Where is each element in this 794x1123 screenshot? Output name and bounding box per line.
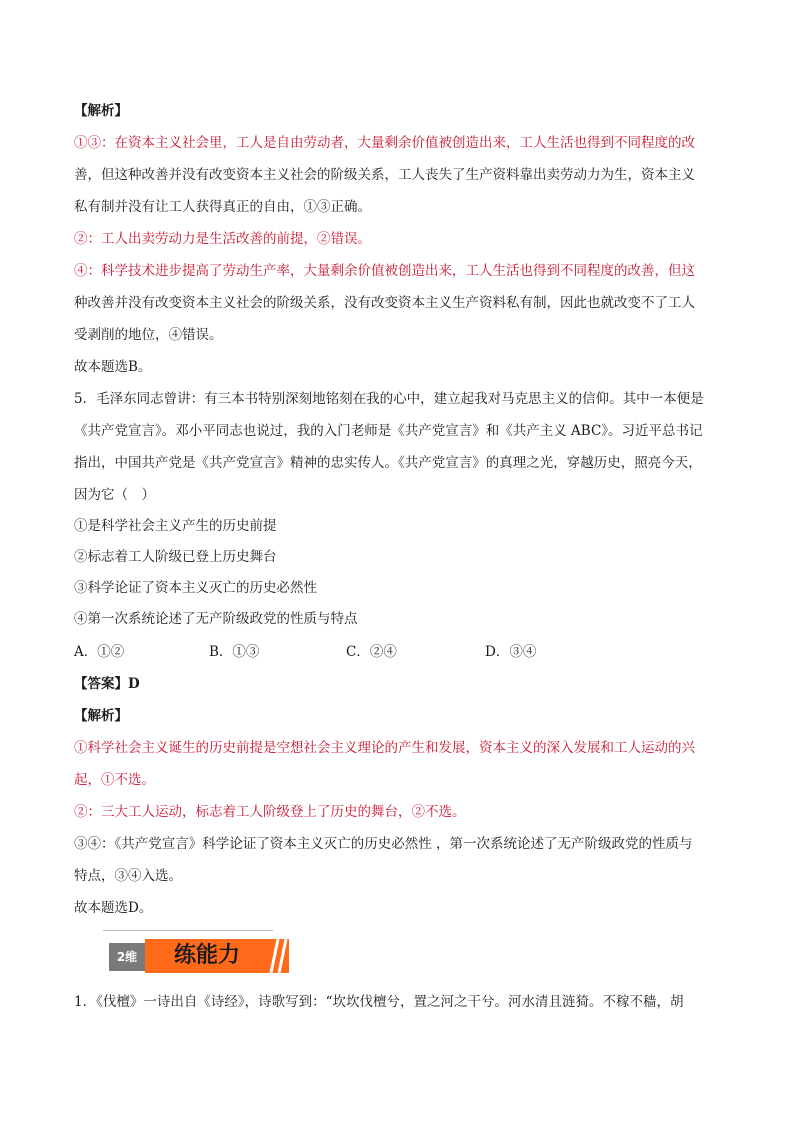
section-title: 练能力 bbox=[145, 939, 269, 973]
analysis-text-line: 受剥削的地位，④错误。 bbox=[74, 327, 223, 343]
question-stem-line: 1．《伐檀》一诗出自《诗经》，诗歌写到：“坎坎伐檀兮，置之河之干兮。河水清且涟猗。不稼不穑，胡 bbox=[74, 994, 684, 1010]
analysis-conclusion: 故本题选D。 bbox=[74, 900, 153, 916]
question-statement: ②标志着工人阶级已登上历史舞台 bbox=[74, 549, 277, 565]
analysis-text-line: ③④：《共产党宣言》科学论证了资本主义灭亡的历史必然性 ，第一次系统论述了无产阶级政党的性质与 bbox=[74, 836, 693, 852]
section-banner bbox=[103, 930, 293, 980]
analysis-text-line: 私有制并没有让工人获得真正的自由，①③正确。 bbox=[74, 199, 371, 215]
analysis-text-line: ④：科学技术进步提高了劳动生产率，大量剩余价值被创造出来，工人生活也得到不同程度的改善，但这 bbox=[74, 263, 695, 279]
question-stem-line: 因为它（ ） bbox=[74, 487, 155, 503]
analysis-text-line: ②：三大工人运动，标志着工人阶级登上了历史的舞台，②不选。 bbox=[74, 804, 466, 820]
answer-label: 【答案】D bbox=[74, 676, 140, 692]
analysis-text-line: 特点，③④入选。 bbox=[74, 868, 182, 884]
analysis-text-line: ②：工人出卖劳动力是生活改善的前提，②错误。 bbox=[74, 231, 371, 247]
question-statement: ①是科学社会主义产生的历史前提 bbox=[74, 518, 277, 534]
question-stem-line: 5．毛泽东同志曾讲：有三本书特别深刻地铭刻在我的心中，建立起我对马克思主义的信仰。其中一本便是 bbox=[74, 391, 704, 407]
section-badge: 2维 bbox=[109, 943, 145, 971]
option-b: B．①③ bbox=[209, 644, 260, 660]
banner-divider bbox=[103, 930, 273, 931]
analysis-text-line: ①③：在资本主义社会里，工人是自由劳动者，大量剩余价值被创造出来，工人生活也得到不同程度的改 bbox=[74, 135, 695, 151]
option-d: D．③④ bbox=[485, 644, 537, 660]
analysis-text-line: ①科学社会主义诞生的历史前提是空想社会主义理论的产生和发展，资本主义的深入发展和工人运动的兴 bbox=[74, 740, 695, 756]
option-a: A．①② bbox=[74, 644, 125, 660]
analysis-text-line: 种改善并没有改变资本主义社会的阶级关系，没有改变资本主义生产资料私有制，因此也就改变不了工人 bbox=[74, 295, 695, 311]
analysis-text-line: 起，①不选。 bbox=[74, 772, 155, 788]
question-stem-line: 指出，中国共产党是《共产党宣言》精神的忠实传人。《共产党宣言》的真理之光，穿越历史，照亮今天， bbox=[74, 455, 702, 471]
option-c: C．②④ bbox=[346, 644, 397, 660]
analysis-heading: 【解析】 bbox=[74, 708, 128, 724]
analysis-text-line: 善，但这种改善并没有改变资本主义社会的阶级关系，工人丧失了生产资料靠出卖劳动力为生，资本主义 bbox=[74, 167, 695, 183]
question-stem-line: 《共产党宣言》。邓小平同志也说过，我的入门老师是《共产党宣言》和《共产主义 ABC》。习近平总书记 bbox=[74, 423, 703, 439]
analysis-conclusion: 故本题选B。 bbox=[74, 359, 152, 375]
question-statement: ③科学论证了资本主义灭亡的历史必然性 bbox=[74, 580, 317, 596]
question-statement: ④第一次系统论述了无产阶级政党的性质与特点 bbox=[74, 611, 358, 627]
stripes-decoration-icon bbox=[263, 939, 289, 973]
analysis-heading: 【解析】 bbox=[74, 103, 128, 119]
